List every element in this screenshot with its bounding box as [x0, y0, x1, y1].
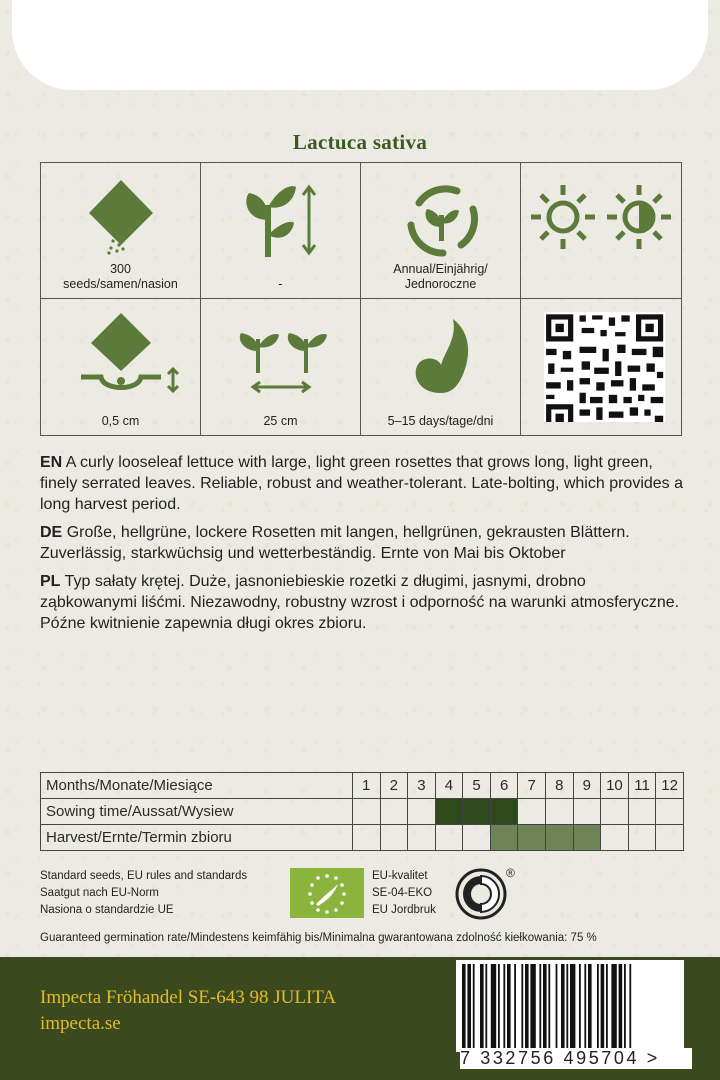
month-2: 2 — [380, 773, 408, 799]
eu-organic-leaf-logo — [290, 868, 364, 918]
barcode-bar — [619, 964, 623, 1048]
sowing-month-11 — [628, 799, 656, 825]
qr-code[interactable] — [521, 307, 688, 422]
eu-line-3: EU Jordbruk — [372, 904, 436, 916]
germination-seed-icon — [361, 311, 521, 396]
harvest-month-10 — [601, 825, 629, 851]
barcode-bar — [491, 964, 496, 1048]
barcode-bar — [601, 964, 605, 1048]
sun-requirement-icon — [521, 175, 681, 260]
sowing-month-8 — [545, 799, 573, 825]
sowing-month-5 — [463, 799, 491, 825]
harvest-month-3 — [408, 825, 436, 851]
eu-certification — [372, 868, 436, 919]
month-6: 6 — [490, 773, 518, 799]
barcode-number: 7 332756 495704 > — [460, 1048, 692, 1069]
annual-cycle-icon — [361, 175, 521, 260]
description-block — [40, 452, 685, 641]
qr-cell — [521, 299, 681, 435]
month-4: 4 — [435, 773, 463, 799]
barcode-bar — [606, 964, 608, 1048]
growing-info-grid — [40, 162, 682, 436]
spacing-value: 25 cm — [263, 414, 298, 428]
germination-value: 5–15 days/tage/dni — [387, 414, 494, 428]
barcode-bar — [561, 964, 565, 1048]
description-en — [40, 452, 685, 515]
description-de-text: Große, hellgrüne, lockere Rosetten mit langen, hellgrünen, gekrausten Blättern. Zuverlässig, starkwüchsig und wetterbeständig. Ernte von Mai bis Oktober — [40, 524, 630, 562]
description-en-text: A curly looseleaf lettuce with large, light green rosettes that grows long, light green, finely serrated leaves. Reliable, robust and weather-tolerant. Late-bolting, which provides a long harvest period. — [40, 454, 684, 513]
months-label: Months/Monate/Miesiące — [41, 773, 353, 799]
harvest-month-11 — [628, 825, 656, 851]
sowing-label: Sowing time/Aussat/Wysiew — [41, 799, 353, 825]
barcode-bar — [597, 964, 599, 1048]
height-value: - — [278, 277, 283, 291]
lifecycle-value: Annual/Einjährig/ Jednoroczne — [393, 262, 488, 291]
month-5: 5 — [463, 773, 491, 799]
sowing-month-6 — [490, 799, 518, 825]
harvest-month-4 — [435, 825, 463, 851]
sun-cell — [521, 163, 681, 299]
month-3: 3 — [408, 773, 436, 799]
barcode-bar — [543, 964, 547, 1048]
standards-line-1: Standard seeds, EU rules and standards — [40, 870, 248, 882]
seeds-cell — [41, 163, 201, 299]
sowing-calendar — [40, 772, 684, 851]
sowing-month-2 — [380, 799, 408, 825]
height-cell — [201, 163, 361, 299]
barcode-bar — [467, 964, 471, 1048]
harvest-month-1 — [352, 825, 380, 851]
month-12: 12 — [656, 773, 684, 799]
barcode — [456, 960, 684, 1052]
recycling-green-dot-icon — [455, 868, 507, 920]
sowing-month-7 — [518, 799, 546, 825]
barcode-bar — [530, 964, 535, 1048]
website-link[interactable]: impecta.se — [40, 1013, 121, 1034]
barcode-bar — [566, 964, 568, 1048]
barcode-bar — [514, 964, 516, 1048]
barcode-bar — [503, 964, 505, 1048]
harvest-month-2 — [380, 825, 408, 851]
calendar-harvest-row — [41, 825, 684, 851]
barcode-bar — [521, 964, 523, 1048]
barcode-bar — [556, 964, 558, 1048]
depth-value: 0,5 cm — [101, 414, 140, 428]
sowing-month-1 — [352, 799, 380, 825]
harvest-month-9 — [573, 825, 601, 851]
full-sun-icon — [531, 185, 595, 249]
month-1: 1 — [352, 773, 380, 799]
sowing-month-4 — [435, 799, 463, 825]
barcode-bar — [480, 964, 484, 1048]
plant-height-icon — [201, 175, 361, 260]
barcode-bar — [473, 964, 475, 1048]
eu-line-1: EU-kvalitet — [372, 870, 428, 882]
sowing-month-9 — [573, 799, 601, 825]
barcode-bar — [485, 964, 487, 1048]
species-name: Lactuca sativa — [292, 130, 428, 154]
hanger-cutout — [12, 0, 708, 90]
barcode-bar — [629, 964, 631, 1048]
sowing-depth-icon — [41, 311, 201, 396]
sowing-month-10 — [601, 799, 629, 825]
germination-cell — [361, 299, 521, 435]
calendar-months-row — [41, 773, 684, 799]
lang-code-en: EN — [40, 454, 63, 471]
harvest-month-6 — [490, 825, 518, 851]
standards-line-2: Saatgut nach EU-Norm — [40, 887, 159, 899]
barcode-bar — [462, 964, 466, 1048]
seed-count: 300 seeds/samen/nasion — [63, 262, 178, 291]
harvest-month-7 — [518, 825, 546, 851]
sowing-month-12 — [656, 799, 684, 825]
registered-mark: ® — [506, 866, 515, 880]
depth-cell — [41, 299, 201, 435]
sowing-month-3 — [408, 799, 436, 825]
barcode-bar — [624, 964, 626, 1048]
barcode-bar — [579, 964, 581, 1048]
standards-line-3: Nasiona o standardzie UE — [40, 904, 174, 916]
barcode-bar — [498, 964, 500, 1048]
harvest-month-5 — [463, 825, 491, 851]
spacing-cell — [201, 299, 361, 435]
barcode-bar — [611, 964, 616, 1048]
month-8: 8 — [545, 773, 573, 799]
barcode-bar — [539, 964, 541, 1048]
harvest-month-12 — [656, 825, 684, 851]
description-pl-text: Typ sałaty krętej. Duże, jasnoniebieskie rozetki z długimi, jasnymi, drobno ząbkowanymi liśćmi. Niezawodny, robustny wzrost i odporność na warunki atmosferyczne. Późne kwitnienie zapewnia długi okres zbioru. — [40, 573, 680, 632]
harvest-label: Harvest/Ernte/Termin zbioru — [41, 825, 353, 851]
lang-code-de: DE — [40, 524, 63, 541]
harvest-month-8 — [545, 825, 573, 851]
month-11: 11 — [628, 773, 656, 799]
description-pl — [40, 571, 685, 634]
month-9: 9 — [573, 773, 601, 799]
eu-line-2: SE-04-EKO — [372, 887, 433, 899]
barcode-bar — [584, 964, 586, 1048]
company-address: Impecta Fröhandel SE-643 98 JULITA — [40, 987, 337, 1008]
barcode-bar — [507, 964, 511, 1048]
barcode-bar — [588, 964, 592, 1048]
lifecycle-cell — [361, 163, 521, 299]
lang-code-pl: PL — [40, 573, 61, 590]
barcode-bar — [548, 964, 550, 1048]
plant-spacing-icon — [201, 311, 361, 396]
month-7: 7 — [518, 773, 546, 799]
seed-standards — [40, 868, 247, 919]
calendar-sowing-row — [41, 799, 684, 825]
description-de — [40, 522, 685, 564]
barcode-bar — [525, 964, 529, 1048]
seed-packet-icon — [41, 175, 201, 260]
month-10: 10 — [601, 773, 629, 799]
germination-rate: Guaranteed germination rate/Mindestens keimfähig bis/Minimalna gwarantowana zdolność kiełkowania: 75 % — [40, 932, 597, 944]
barcode-bar — [570, 964, 575, 1048]
